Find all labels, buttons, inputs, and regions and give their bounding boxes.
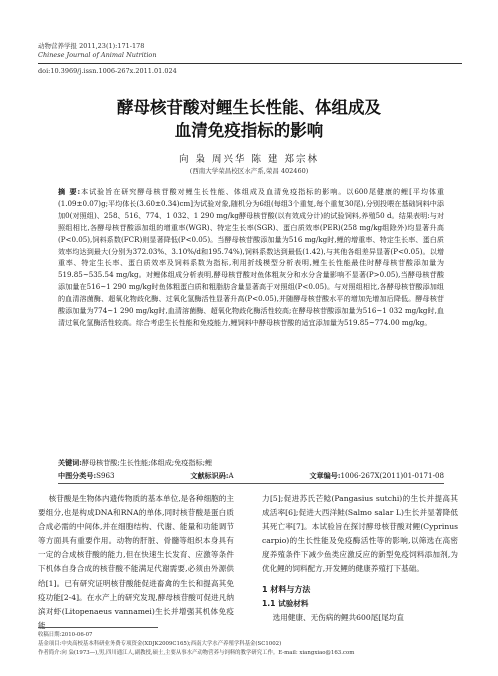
header-divider: [38, 63, 462, 64]
intro-paragraph: 核苷酸是生物体内遗传物质的基本单位,是各种细胞的主要组分,也是构成DNA和RNA的单体,同时核苷酸是蛋白质合成必需的中间体,并在细胞结构、代谢、能量和功能调节等方面具有重要作用。动物的肝脏、骨髓等组织本身具有一定的合成核苷酸的能力,但在快速生长发育、应激等条件下机体自身合成的核苷酸不能满足代谢需要,必须由外源供给[1]。已有研究证明核苷酸能促进畜禽的生长和提高其免疫功能[2-4]。在水产上的研究发现,酵母核苷酸可促进凡纳滨对虾(Litopenaeus vannamei)生长并增强其机体免疫能: [38, 494, 234, 630]
doi[interactable]: doi:10.3969/j.issn.1006-267x.2011.01.024: [38, 67, 177, 75]
article-number: 文章编号:1006-267X(2011)01-0171-08: [309, 471, 444, 480]
abstract-label: 摘 要:: [58, 187, 81, 196]
keywords-label: 关键词:: [58, 458, 82, 467]
keywords-text: 酵母核苷酸;生长性能;体组成;免疫指标;鲤: [81, 458, 213, 467]
materials-paragraph: 选用健康、无伤病的鲤共600尾[尾均直: [272, 612, 404, 622]
footnote-author: 作者简介:向 枭(1973—),男,四川通江人,副教授,硕士,主要从事水产动物营养与饲料的教学研究工作。E-mail: xiangxiao@163.com: [38, 650, 355, 656]
paper-title-line1: 酵母核苷酸对鲤生长性能、体组成及: [117, 98, 381, 117]
body-column-left: [38, 492, 234, 633]
clc-code: 中图分类号:S963: [58, 471, 115, 480]
classification-row: [58, 470, 444, 481]
intro-paragraph-continued: 力[5];促进苏氏芒鲶(Pangasius sutchi)的生长并提高其成活率[6];促进大西洋鲑(Salmo salar L)生长并显著降低其死亡率[7]。本试验旨在探讨酵母核苷酸对鲤(Cyprinus carpio)的生长性能及免疫酶活性等的影响,以筛选在高密度养殖条件下减少鱼类应激反应的新型免疫饲料添加剂,为优化鲤的饲料配方,开发鲤的健康养殖打下基础。: [262, 494, 458, 574]
journal-header: [38, 42, 157, 60]
journal-name-en: Chinese Journal of Animal Nutrition: [38, 51, 157, 59]
paper-title-line2: 血清免疫指标的影响: [174, 121, 324, 140]
abstract: [58, 186, 444, 329]
subsection-heading: 1.1 试验材料: [262, 598, 309, 608]
doc-code: 文献标识码:A: [190, 471, 234, 480]
abstract-divider: [58, 483, 444, 484]
abstract-text: 本试验旨在研究酵母核苷酸对鲤生长性能、体组成及血清免疫指标的影响。以600尾健康的鲤[平均体重(1.09±0.07)g;平均体长(3.60±0.34)cm]为试验对象,随机分为6组(每组3个重复,每个重复30尾),分别投喂在基础饲料中添加0(对照组)、258、516、774、1 032、1 290 mg/kg酵母核苷酸(以有效成分计)的试验饲料,养殖50 d。结果表明:与对照组相比,各酵母核苷酸添加组的增重率(WGR)、特定生长率(SGR)、蛋白质效率(PER)(258 mg/kg组除外)均显著升高(P<0.05),饲料系数(FCR)则显著降低(P<0.05)。当酵母核苷酸添加量为516 mg/kg时,鲤的增重率、特定生长率、蛋白质效率均达到最大(分别为372.03%、3.10%/d和195.74%),饲料系数达到最低(1.42),与其他各组差异显著(P<0.05)。以增重率、特定生长率、蛋白质效率及饲料系数为指标,利用折线模型分析表明,鲤生长性能最佳时酵母核苷酸添加量为519.85~535.54 mg/kg。对鲤体组成分析表明,酵母核苷酸对鱼体粗灰分和水分含量影响不显著(P>0.05),当酵母核苷酸添加量在516~1 290 mg/kg时鱼体粗蛋白质和粗脂肪含量显著高于对照组(P<0.05)。与对照组相比,各酵母核苷酸添加组的血清溶菌酶、超氧化物歧化酶、过氧化氢酶活性显著升高(P<0.05),并随酵母核苷酸水平的增加先增加后降低。酵母核苷酸添加量为774~1 290 mg/kg时,血清溶菌酶、超氧化物歧化酶活性较高;在酵母核苷酸添加量为516~1 032 mg/kg时,血清过氧化氢酶活性较高。综合考虑生长性能和免疫能力,鲤饲料中酵母核苷酸的适宜添加量为519.85~774.00 mg/kg。: [58, 187, 444, 327]
footnote-received: 收稿日期:2010-06-07: [38, 632, 93, 638]
footnote-funding: 基金项目:中央高校基本科研业务费专项资金(XDJK2009C165);西南大学水产养殖学科基金(SC1002): [38, 641, 282, 647]
author-list: 向 枭 周兴华 陈 建 郑宗林: [178, 154, 320, 165]
affiliation: (西南大学荣昌校区水产系,荣昌 402460): [189, 167, 309, 175]
keywords: [58, 457, 444, 468]
journal-name-cn: 动物营养学报 2011,23(1):171-178: [38, 42, 145, 50]
section-heading: 1 材料与方法: [262, 584, 311, 594]
body-column-right: [262, 492, 458, 625]
footnote-divider: [38, 627, 158, 628]
